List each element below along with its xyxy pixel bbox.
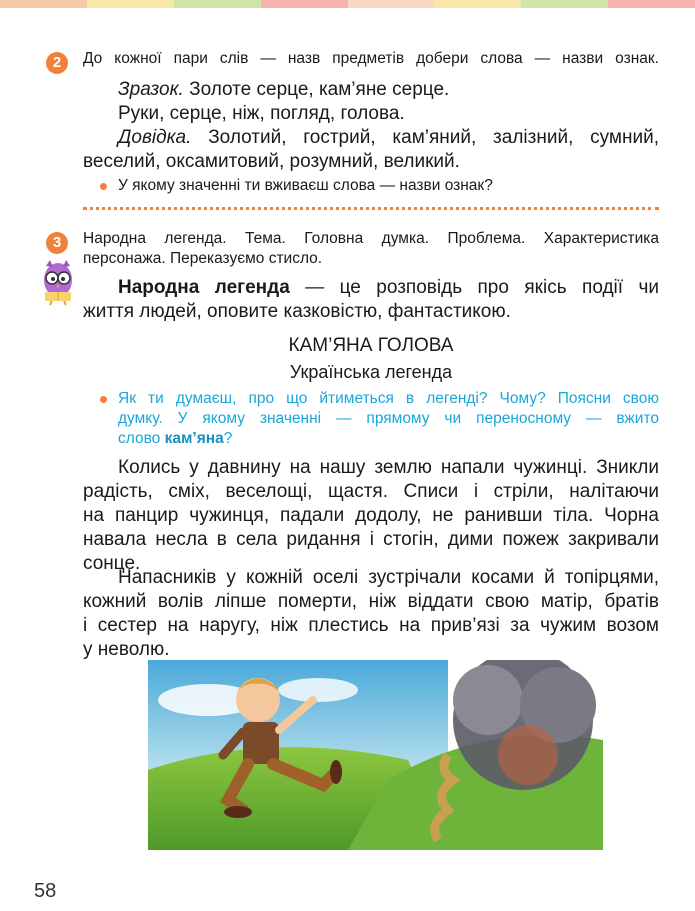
story-line: навала несла в села ридання і стогін, дими пожеж закривали <box>83 529 659 550</box>
story-illustration <box>148 660 603 850</box>
pre-reading-question-line-3 <box>118 429 659 449</box>
example-line <box>118 78 659 102</box>
top-bar-segment <box>0 0 87 8</box>
task-question: У якому значенні ти вживаєш слова — назви ознак? <box>118 177 493 194</box>
top-bar-segment <box>348 0 435 8</box>
fire-glow <box>498 725 558 785</box>
definition-term: Народна легенда <box>118 277 290 298</box>
bullet-icon <box>100 183 107 190</box>
example-text: Золоте серце, кам’яне серце. <box>183 79 450 100</box>
highlighted-word: кам’яна <box>164 430 224 447</box>
task-number-badge: 3 <box>46 232 68 254</box>
top-bar-segment <box>87 0 174 8</box>
story-line: Напасників у кожній оселі зустрічали косами й топірцями, <box>118 567 659 588</box>
story-title: КАМ’ЯНА ГОЛОВА <box>288 335 454 356</box>
top-bar-segment <box>174 0 261 8</box>
pre-reading-question-line-2: думку. У якому значенні — прямому чи переносному — вжито <box>118 410 659 427</box>
top-bar-segment <box>261 0 348 8</box>
pre-reading-question-line-1: Як ти думаєш, про що йтиметься в легенді? Чому? Поясни свою <box>118 390 659 407</box>
task-heading-line-1: Народна легенда. Тема. Головна думка. Проблема. Характеристика <box>83 230 659 247</box>
hint-line-2: веселий, оксамитовий, розумний, великий. <box>83 151 460 172</box>
top-bar-segment <box>434 0 521 8</box>
smoke-cloud <box>453 665 523 735</box>
story-line: радість, сміх, веселощі, щастя. Списи і стріли, налітаючи <box>83 481 659 502</box>
question-suffix: ? <box>223 430 233 447</box>
cloud <box>278 678 358 702</box>
top-color-bar <box>0 0 695 8</box>
question-prefix: слово <box>118 430 165 447</box>
hint-line-1 <box>118 126 659 150</box>
story-line: на панцир чужинця, падали додолу, не ранивши тіла. Чорна <box>83 505 659 526</box>
task-instruction: До кожної пари слів — назв предметів добери слова — назви ознак. <box>83 50 659 67</box>
definition-text: — це розповідь про якісь події чи <box>289 277 660 298</box>
story-line: кожний волів ліпше померти, ніж віддати свою матір, братів <box>83 591 659 612</box>
definition-line-2: життя людей, оповите казковістю, фантастикою. <box>83 301 511 322</box>
hint-label: Довідка. <box>118 127 192 148</box>
story-line: у неволю. <box>83 639 170 660</box>
top-bar-segment <box>521 0 608 8</box>
story-line: сонце. <box>83 553 141 574</box>
word-list: Руки, серце, ніж, погляд, голова. <box>118 103 405 124</box>
bullet-icon <box>100 396 107 403</box>
story-line: Колись у давнину на нашу землю напали чужинці. Зникли <box>118 457 659 478</box>
definition-line-1 <box>118 276 659 300</box>
task-number-badge: 2 <box>46 52 68 74</box>
hint-text: Золотий, гострий, кам’яний, залізний, сумний, <box>191 127 659 148</box>
section-divider <box>83 207 659 210</box>
top-bar-segment <box>608 0 695 8</box>
task-heading-line-2: персонажа. Переказуємо стисло. <box>83 250 323 267</box>
owl-mascot-icon <box>40 258 76 306</box>
story-line: і сестер на наругу, ніж плестись на прив’язі за чужим возом <box>83 615 659 636</box>
example-label: Зразок. <box>118 79 184 100</box>
page-number: 58 <box>34 880 57 902</box>
story-subtitle: Українська легенда <box>289 362 453 382</box>
